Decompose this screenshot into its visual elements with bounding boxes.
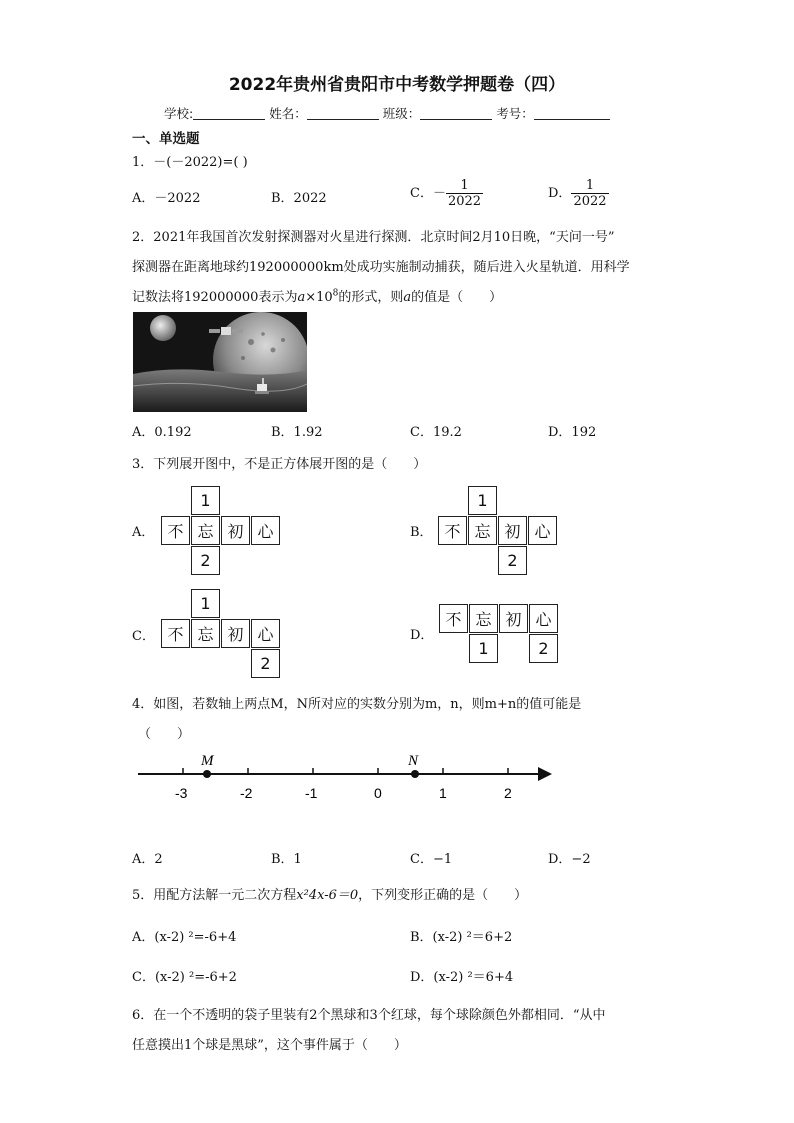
- net-cell: 不: [439, 604, 468, 633]
- exam-title: 2022年贵州省贵阳市中考数学押题卷（四）: [228, 75, 566, 95]
- mars-probe-photo: [133, 312, 307, 412]
- q5-option-b: B．(x-2) ²＝6+2: [410, 930, 513, 945]
- q5-text: ，下列变形正确的是（ ）: [358, 888, 528, 903]
- point-n-dot: [411, 770, 419, 778]
- net-cell: 1: [468, 486, 497, 515]
- net-cell: 1: [191, 589, 220, 618]
- q2-text: 的值是（ ）: [411, 290, 503, 305]
- net-cell: 1: [469, 634, 498, 663]
- fraction-numerator: 1: [446, 178, 483, 194]
- q5-option-d: D．(x-2) ²＝6+4: [410, 970, 514, 985]
- q3-stem: 3．下列展开图中，不是正方体展开图的是（ ）: [132, 457, 427, 472]
- q1-stem: 1．－(－2022)=( ): [132, 155, 248, 170]
- net-cell: 初: [221, 619, 250, 648]
- net-cell: 忘: [468, 516, 497, 545]
- point-m-label: M: [201, 753, 214, 769]
- q1-option-a: A．－2022: [132, 191, 201, 206]
- net-cell: 心: [528, 516, 557, 545]
- name-blank: [307, 107, 379, 120]
- net-cell: 初: [499, 604, 528, 633]
- net-cell: 初: [221, 516, 250, 545]
- tick-label: 2: [504, 785, 512, 801]
- fraction-numerator: 1: [571, 178, 608, 194]
- q2-option-a: A．0.192: [132, 425, 192, 440]
- fraction-denominator: 2022: [447, 194, 482, 209]
- tick-label: 0: [374, 785, 382, 801]
- q6-line-1: 6．在一个不透明的袋子里装有2个黑球和3个红球，每个球除颜色外都相同．“从中: [132, 1008, 606, 1023]
- net-cell: 不: [438, 516, 467, 545]
- var-a: a: [403, 290, 412, 305]
- net-cell: 忘: [191, 619, 220, 648]
- q2-text: 记数法将192000000表示为: [132, 290, 298, 305]
- q1-option-d: [548, 178, 609, 209]
- net-cell: 2: [498, 546, 527, 575]
- q3-label-c: C．: [132, 629, 155, 644]
- q5-option-c: C．(x-2) ²=-6+2: [132, 970, 237, 985]
- q4-option-d: D．−2: [548, 852, 591, 867]
- q2-text: 的形式，则: [338, 290, 404, 305]
- net-cell: 不: [161, 619, 190, 648]
- net-cell: 不: [161, 516, 190, 545]
- net-cell: 忘: [469, 604, 498, 633]
- section-heading: 一、单选题: [132, 131, 200, 147]
- q4-answer-paren: （ ）: [138, 727, 191, 742]
- net-cell: 心: [529, 604, 558, 633]
- q4-option-a: A．2: [132, 852, 163, 867]
- q2-option-b: B．1.92: [271, 425, 323, 440]
- class-label: 班级：: [382, 106, 421, 121]
- q2-line-3: [132, 286, 502, 305]
- number-line: [130, 748, 570, 808]
- point-m-dot: [203, 770, 211, 778]
- q3-label-a: A．: [132, 525, 155, 540]
- q1-option-b: B．2022: [271, 191, 327, 206]
- tick-label: -1: [305, 785, 318, 801]
- q1-option-c-prefix: C．－: [410, 186, 446, 201]
- net-cell: 初: [498, 516, 527, 545]
- q2-option-c: C．19.2: [410, 425, 462, 440]
- net-cell: 忘: [191, 516, 220, 545]
- q5-stem: [132, 884, 527, 903]
- net-cell: 2: [529, 634, 558, 663]
- net-cell: 2: [191, 546, 220, 575]
- point-n-label: N: [408, 753, 419, 769]
- net-cell: 心: [251, 619, 280, 648]
- q1-option-c: [410, 178, 483, 209]
- q2-exponent: 8: [332, 288, 339, 299]
- student-info-line: [164, 104, 610, 122]
- q4-stem: 4．如图，若数轴上两点M，N所对应的实数分别为m，n，则m+n的值可能是: [132, 697, 582, 712]
- school-blank: [193, 107, 265, 120]
- fraction-denominator: 2022: [573, 194, 607, 209]
- tick-labels: [175, 785, 512, 801]
- q3-label-d: D．: [410, 628, 434, 643]
- net-cell: 2: [251, 649, 280, 678]
- school-label: 学校:: [164, 106, 194, 121]
- q5-equation: x²4x-6＝0: [296, 888, 359, 903]
- exam-number-blank: [534, 107, 610, 120]
- tick-label: -3: [175, 785, 188, 801]
- q2-line-1: 2．2021年我国首次发射探测器对火星进行探测．北京时间2月10日晚，“天问一号”: [132, 230, 615, 245]
- q5-option-a: A．(x-2) ²=-6+4: [132, 930, 237, 945]
- class-blank: [420, 107, 492, 120]
- q1-option-c-fraction: [446, 178, 483, 209]
- q3-label-b: B．: [410, 525, 433, 540]
- tick-label: -2: [240, 785, 253, 801]
- var-a: a: [297, 290, 306, 305]
- q2-option-d: D．192: [548, 425, 597, 440]
- q4-option-b: B．1: [271, 852, 302, 867]
- net-cell: 心: [251, 516, 280, 545]
- exam-number-label: 考号：: [496, 106, 534, 121]
- arrow-right-icon: [538, 767, 552, 781]
- name-label: 姓名：: [269, 106, 307, 121]
- q2-times: ×10: [305, 290, 333, 305]
- q2-line-2: 探测器在距离地球约192000000km处成功实施制动捕获，随后进入火星轨道．用科学: [132, 260, 630, 275]
- q6-line-2: 任意摸出1个球是黑球”，这个事件属于（ ）: [132, 1038, 407, 1053]
- q4-option-c: C．−1: [410, 852, 453, 867]
- tick-label: 1: [439, 785, 447, 801]
- q1-option-d-prefix: D．: [548, 186, 572, 201]
- q1-option-d-fraction: [571, 178, 608, 209]
- net-cell: 1: [191, 486, 220, 515]
- q5-text: 5．用配方法解一元二次方程: [132, 888, 297, 903]
